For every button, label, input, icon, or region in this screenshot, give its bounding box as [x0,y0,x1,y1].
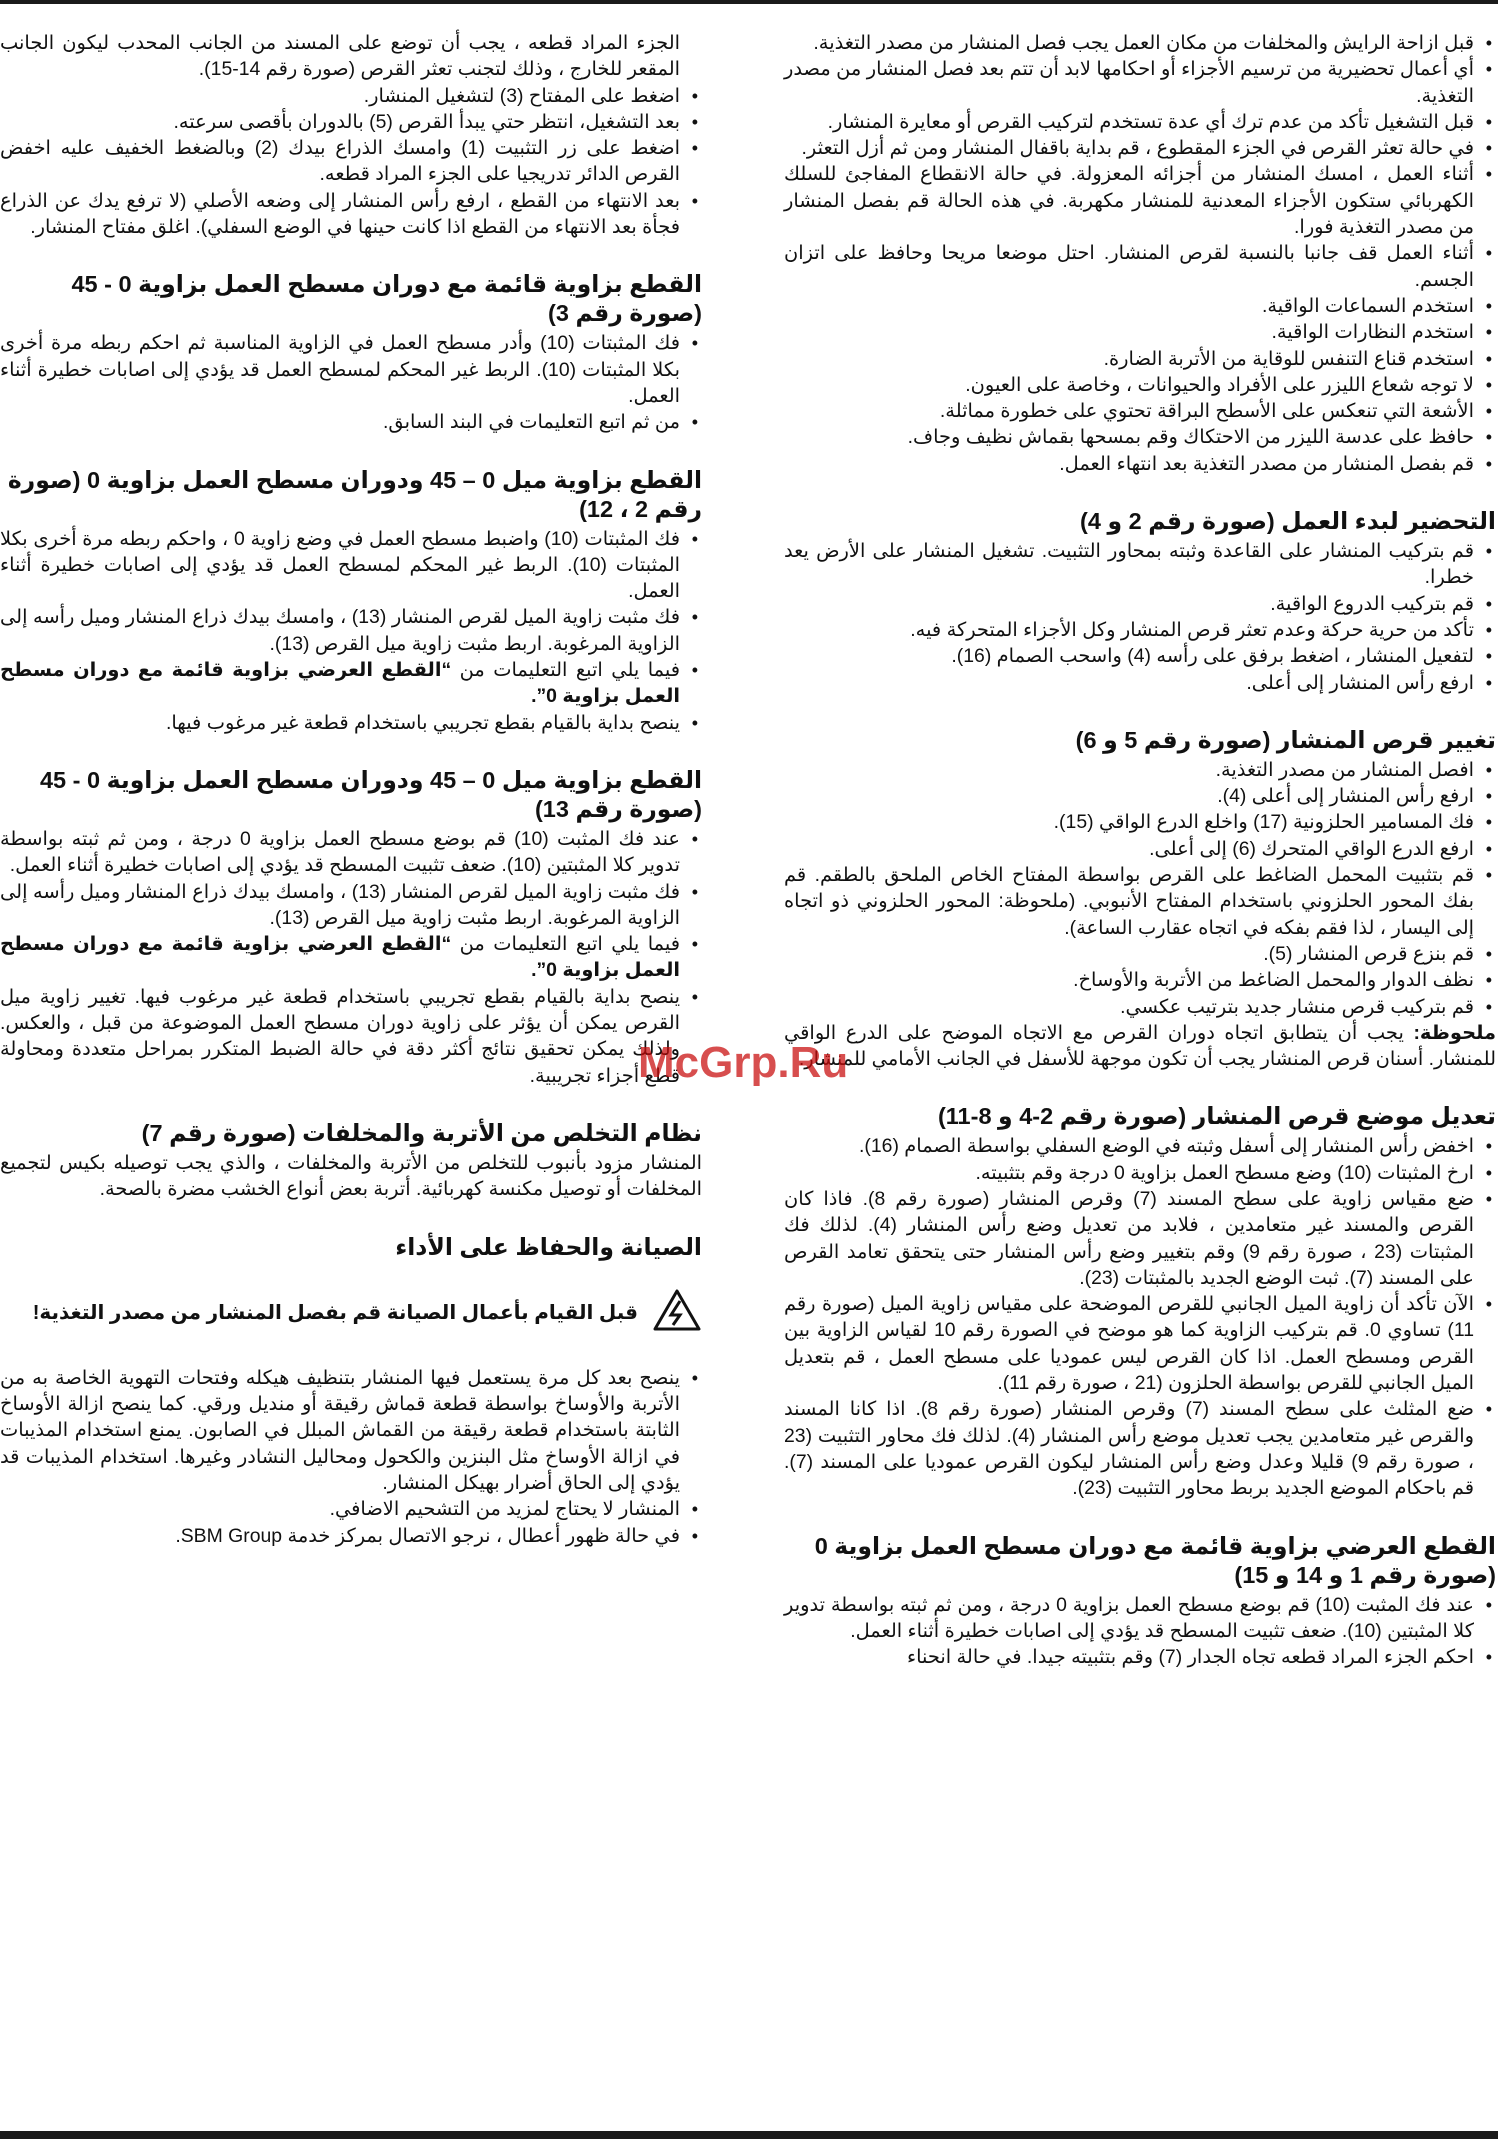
right-column [784,30,1496,1670]
adjust-list [784,1133,1496,1501]
cross-cut-list [784,1592,1496,1671]
list-item: • احكم الجزء المراد قطعه تجاه الجدار (7) وقم بتثبيته جيدا. في حالة انحناء [784,1644,1496,1670]
list-item: • قبل ازاحة الرايش والمخلفات من مكان العمل يجب فصل المنشار من مصدر التغذية. [784,30,1496,56]
follow-reference: “القطع العرضي بزاوية قائمة مع دوران مسطح العمل بزاوية 0”. [0,659,680,708]
list-item: • فك مثبت زاوية الميل لقرص المنشار (13) ، وامسك بيدك ذراع المنشار وميل رأسه إلى الزاوية المرغوبة. اربط مثبت زاوية ميل القرص (13). [0,879,702,932]
list-item: • فك المثبتات (10) وأدر مسطح العمل في الزاوية المناسبة ثم احكم ربطه مرة أخرى بكلا المثبتات (10). الربط غير المحكم لمسطح العمل قد يؤدي إلى اصابات خطيرة أثناء العمل. [0,330,702,409]
dust-heading: نظام التخلص من الأتربة والمخلفات (صورة رقم 7) [141,1119,702,1146]
list-item: • ارفع رأس المنشار إلى أعلى (4). [784,783,1496,809]
list-item: • في حالة ظهور أعطال ، نرجو الاتصال بمركز خدمة SBM Group. [0,1523,702,1549]
list-item: • قم بتركيب المنشار على القاعدة وثبته بمحاور التثبيت. تشغيل المنشار على الأرض يعد خطرا. [784,538,1496,591]
prep-list [784,538,1496,696]
list-item: • ارفع الدرع الواقي المتحرك (6) إلى أعلى. [784,836,1496,862]
section1-heading: القطع بزاوية قائمة مع دوران مسطح العمل بزاوية 0 - 45 (صورة رقم 3) [71,271,702,327]
bottom-rule [0,2131,1498,2139]
list-item: • ينصح بداية بالقيام بقطع تجريبي باستخدام قطعة غير مرغوب فيها. [0,710,702,736]
list-item: • ارفع رأس المنشار إلى أعلى. [784,670,1496,696]
list-item: • فك المسامير الحلزونية (17) واخلع الدرع الواقي (15). [784,809,1496,835]
list-item: • نظف الدوار والمحمل الضاغط من الأتربة والأوساخ. [784,967,1496,993]
list-item: • ينصح بعد كل مرة يستعمل فيها المنشار بتنظيف هيكله وفتحات التهوية الخاصة به من الأتربة والأوساخ بواسطة قطعة قماش رقيقة أو منديل ورقي. كما ينصح ازالة الأوساخ الثابتة باستخدام قطعة رقيقة من القماش المبلل في الصابون. يمنع استخدام المذيبات في ازالة الأوساخ مثل البنزين والكحول ومحاليل النشادر وغيرها. استخدام المذيبات قد يؤدي إلى الحاق أضرار بهيكل المنشار. [0,1365,702,1496]
list-item: • اخفض رأس المنشار إلى أسفل وثبته في الوضع السفلي بواسطة الصمام (16). [784,1133,1496,1159]
warning-triangle-icon [652,1288,702,1339]
list-item: • قم بتثبيت المحمل الضاغط على القرص بواسطة المفتاح الخاص الملحق بالطقم. قم بفك المحور الحلزوني باستخدام المفتاح الأنبوبي. (ملحوظة: المحور الحلزوني ذو اتجاه إلى اليسار ، لذا فقم بفكه في اتجاه عقارب الساعة). [784,862,1496,941]
top-rule [0,0,1498,4]
watermark: McGrp.Ru [638,1038,849,1087]
list-item: • أثناء العمل قف جانبا بالنسبة لقرص المنشار. احتل موضعا مريحا وحافظ على اتزان الجسم. [784,240,1496,293]
list-item: • عند فك المثبت (10) قم بوضع مسطح العمل بزاوية 0 درجة ، ومن ثم ثبته بواسطة تدوير كلا المثبتين (10). ضعف تثبيت المسطح قد يؤدي إلى اصابات خطيرة أثناء العمل. [0,826,702,879]
list-item [0,657,702,710]
section2-list [0,526,702,736]
follow-reference: “القطع العرضي بزاوية قائمة مع دوران مسطح العمل بزاوية 0”. [0,933,680,982]
maintenance-list [0,1365,702,1549]
list-item: • تأكد من حرية حركة وعدم تعثر قرص المنشار وكل الأجزاء المتحركة فيه. [784,617,1496,643]
list-item: • الآن تأكد أن زاوية الميل الجانبي للقرص الموضحة على مقياس زاوية الميل (صورة رقم 11) تساوي 0. قم بتركيب الزاوية كما هو موضح في الصورة رقم 10 لقياس الزاوية بين القرص ومسطح العمل. اذا كان القرص ليس عموديا على مسطح العمل ، قم بتعديل الميل الجانبي للقرص بواسطة الحلزون (21 ، صورة رقم 11). [784,1291,1496,1396]
operation-list [0,83,702,241]
blade-heading: تغيير قرص المنشار (صورة رقم 5 و 6) [1075,726,1496,753]
section3-heading: القطع بزاوية ميل 0 – 45 ودوران مسطح العمل بزاوية 0 - 45 (صورة رقم 13) [39,766,702,822]
list-item: • اضغط على زر التثبيت (1) وامسك الذراع بيدك (2) وبالضغط الخفيف عليه اخفض القرص الدائر تدريجيا على الجزء المراد قطعه. [0,135,702,188]
list-item: • عند فك المثبت (10) قم بوضع مسطح العمل بزاوية 0 درجة ، ومن ثم ثبته بواسطة تدوير كلا المثبتين (10). ضعف تثبيت المسطح قد يؤدي إلى اصابات خطيرة أثناء العمل. [784,1592,1496,1645]
blade-list [784,757,1496,1020]
dust-text: المنشار مزود بأنبوب للتخلص من الأتربة والمخلفات ، والذي يجب توصيله بكيس لتجميع المخلفات أو توصيل مكنسة كهربائية. أتربة بعض أنواع الخشب مضرة بالصحة. [0,1151,702,1201]
prep-heading: التحضير لبدء العمل (صورة رقم 2 و 4) [1080,508,1496,535]
list-item: • اضغط على المفتاح (3) لتشغيل المنشار. [0,83,702,109]
list-item: • في حالة تعثر القرص في الجزء المقطوع ، قم بداية باقفال المنشار ومن ثم أزل التعثر. [784,135,1496,161]
list-item: • استخدم قناع التنفس للوقاية من الأتربة الضارة. [784,346,1496,372]
list-item: • ارخ المثبتات (10) وضع مسطح العمل بزاوية 0 درجة وقم بتثبيته. [784,1160,1496,1186]
list-item: • الأشعة التي تنعكس على الأسطح البراقة تحتوي على خطورة مماثلة. [784,398,1496,424]
list-item: • قم بفصل المنشار من مصدر التغذية بعد انتهاء العمل. [784,451,1496,477]
note-label: ملحوظة: [1413,1021,1496,1044]
list-item: • حافظ على عدسة الليزر من الاحتكاك وقم بمسحها بقماش نظيف وجاف. [784,424,1496,450]
list-item: • المنشار لا يحتاج لمزيد من التشحيم الاضافي. [0,1496,702,1522]
list-item: • افصل المنشار من مصدر التغذية. [784,757,1496,783]
list-item: • استخدم السماعات الواقية. [784,293,1496,319]
list-item: • فك مثبت زاوية الميل لقرص المنشار (13) ، وامسك بيدك ذراع المنشار وميل رأسه إلى الزاوية المرغوبة. اربط مثبت زاوية ميل القرص (13). [0,604,702,657]
list-item: • لتفعيل المنشار ، اضغط برفق على رأسه (4) واسحب الصمام (16). [784,643,1496,669]
warning-text: قبل القيام بأعمال الصيانة قم بفصل المنشار من مصدر التغذية! [32,1302,638,1324]
list-item: • ينصح بداية بالقيام بقطع تجريبي باستخدام قطعة غير مرغوب فيها. تغيير زاوية ميل القرص يمكن أن يؤثر على زاوية دوران مسطح العمل الموضوعة من قبل ، والعكس. ولذلك يمكن تحقيق نتائج أكثر دقة في حالة الضبط المتكرر بمراحل متعددة ومحاولة قطع أجزاء تجريبية. [0,984,702,1089]
list-item [0,931,702,984]
blade-note [784,1020,1496,1073]
list-item: • قبل التشغيل تأكد من عدم ترك أي عدة تستخدم لتركيب القرص أو معايرة المنشار. [784,109,1496,135]
list-item: • أثناء العمل ، امسك المنشار من أجزائه المعزولة. في حالة الانقطاع المفاجئ للسلك الكهربائي ستكون الأجزاء المعدنية للمنشار مكهربة. في هذه الحالة قم بفصل المنشار من مصدر التغذية فورا. [784,161,1496,240]
list-item: • قم بتركيب الدروع الواقية. [784,591,1496,617]
list-item: • فك المثبتات (10) واضبط مسطح العمل في وضع زاوية 0 ، واحكم ربطه مرة أخرى بكلا المثبتات (10). الربط غير المحكم لمسطح العمل قد يؤدي إلى اصابات خطيرة أثناء العمل. [0,526,702,605]
list-item: • لا توجه شعاع الليزر على الأفراد والحيوانات ، وخاصة على العيون. [784,372,1496,398]
adjust-heading: تعديل موضع قرص المنشار (صورة رقم 2-4 و 8-11) [937,1103,1496,1130]
safety-list [784,30,1496,477]
list-item: • ضع مقياس زاوية على سطح المسند (7) وقرص المنشار (صورة رقم 8). فاذا كان القرص والمسند غير متعامدين ، فلابد من تعديل وضع رأس المنشار (4). لذلك فك المثبتات (23 ، صورة رقم 9) وقم بتغيير وضع رأس المنشار حتى يتحقق تعامد القرص على المسند (7). ثبت الوضع الجديد بالمثبتات (23). [784,1186,1496,1291]
maintenance-heading: الصيانة والحفاظ على الأداء [395,1233,702,1260]
list-item: • قم بتركيب قرص منشار جديد بترتيب عكسي. [784,994,1496,1020]
section3-list [0,826,702,1089]
follow-prefix: فيما يلي اتبع التعليمات من [451,933,680,956]
left-column [0,30,702,1549]
list-item: • من ثم اتبع التعليمات في البند السابق. [0,409,702,435]
section2-heading: القطع بزاوية ميل 0 – 45 ودوران مسطح العمل بزاوية 0 (صورة رقم 2 ، 12) [7,466,702,522]
list-item: • بعد التشغيل، انتظر حتي يبدأ القرص (5) بالدوران بأقصى سرعته. [0,109,702,135]
list-item: • أي أعمال تحضيرية من ترسيم الأجزاء أو احكامها لابد أن تتم بعد فصل المنشار من مصدر التغذية. [784,56,1496,109]
list-item: • قم بنزع قرص المنشار (5). [784,941,1496,967]
list-item: • ضع المثلث على سطح المسند (7) وقرص المنشار (صورة رقم 8). اذا كانا المسند والقرص غير متعامدين يجب تعديل موضع رأس المنشار (4). لذلك فك محاور التثبيت (23 ، صورة رقم 9) قليلا وعدل وضع رأس المنشار ليكون القرص عموديا على المسند (7). قم باحكام الموضع الجديد بربط محاور التثبيت (23). [784,1396,1496,1501]
cross-cut-heading: القطع العرضي بزاوية قائمة مع دوران مسطح العمل بزاوية 0 (صورة رقم 1 و 14 و 15) [814,1532,1496,1588]
continued-text: الجزء المراد قطعه ، يجب أن توضع على المسند من الجانب المحدب ليكون الجانب المقعر للخارج ، وذلك لتجنب تعثر القرص (صورة رقم 14-15). [0,32,680,81]
list-item: • بعد الانتهاء من القطع ، ارفع رأس المنشار إلى وضعه الأصلي (لا ترفع يدك عن الذراع فجأة بعد الانتهاء من القطع اذا كانت حينها في الوضع السفلي). اغلق مفتاح المنشار. [0,188,702,241]
warning-banner [0,1288,702,1339]
follow-prefix: فيما يلي اتبع التعليمات من [451,659,680,682]
section1-list [0,330,702,435]
note-text: يجب أن يتطابق اتجاه دوران القرص مع الاتجاه الموضح على الدرع الواقي للمنشار. أسنان قرص المنشار يجب أن تكون موجهة للأسفل في الجانب الأمامي للمنشار. [784,1021,1496,1071]
list-item: • استخدم النظارات الواقية. [784,319,1496,345]
